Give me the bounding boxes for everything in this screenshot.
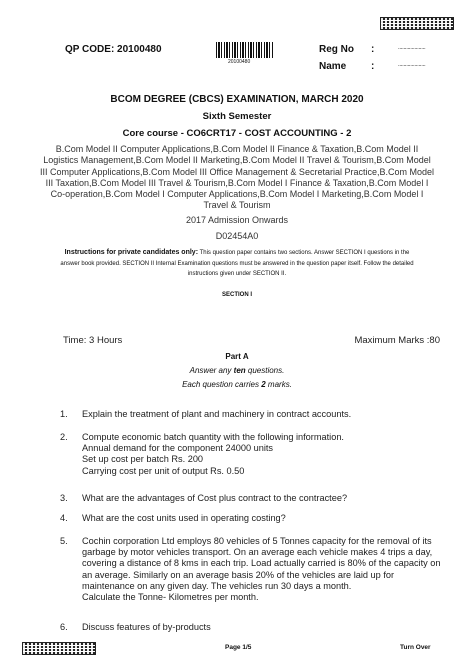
time-allowed: Time: 3 Hours bbox=[63, 335, 123, 346]
qp-code: QP CODE: 20100480 bbox=[65, 44, 162, 55]
programme-line: Co-operation,B.Com Model I Computer Applications,B.Com Model I Marketing,B.Com Model I bbox=[50, 189, 424, 200]
marks-instruction: Each question carries 2 marks. bbox=[182, 380, 292, 389]
question-number: 2. bbox=[60, 432, 68, 442]
semester: Sixth Semester bbox=[202, 111, 272, 122]
admission-text: 2017 Admission Onwards bbox=[185, 215, 289, 225]
question-number: 1. bbox=[60, 409, 68, 419]
programme-line: Travel & Tourism bbox=[203, 200, 271, 211]
question-line: What are the advantages of Cost plus contract to the contractee? bbox=[82, 493, 348, 503]
instructions-line-2: answer book provided. SECTION II Internal Examination questions must be answered in the question paper itself. Follow the detailed bbox=[60, 260, 414, 267]
question-line: Discuss features of by-products bbox=[82, 622, 211, 632]
instructions-lead: Instructions for private candidates only: bbox=[64, 249, 199, 256]
reg-no-colon: : bbox=[371, 44, 375, 55]
reg-no-field[interactable]: .................... bbox=[398, 45, 426, 51]
question-line: maintenance on any given day. The vehicles run 30 days a month. bbox=[82, 580, 352, 591]
name-colon: : bbox=[371, 61, 375, 72]
turn-over: Turn Over bbox=[400, 644, 431, 651]
question-6 bbox=[82, 622, 442, 633]
paper-code: D02454A0 bbox=[215, 231, 259, 241]
qr-code-top bbox=[380, 17, 454, 30]
name-field[interactable]: .................... bbox=[398, 62, 426, 68]
answer-instruction: Answer any ten questions. bbox=[189, 366, 285, 375]
question-line: covering a distance of 8 kms in each trip. Load actually carried is 80% of the capacity on bbox=[82, 558, 441, 569]
barcode bbox=[216, 42, 273, 58]
maximum-marks: Maximum Marks :80 bbox=[354, 335, 440, 346]
question-line: Annual demand for the component 24000 units bbox=[82, 443, 274, 454]
programme-line: Logistics Management,B.Com Model II Marketing,B.Com Model II Travel & Tourism,B.Com Model bbox=[43, 155, 431, 166]
question-line: Calculate the Tonne- Kilometres per month. bbox=[82, 592, 259, 603]
course-title: Core course - CO6CRT17 - COST ACCOUNTING - 2 bbox=[122, 128, 352, 139]
programme-line: III Taxation,B.Com Model III Travel & Tourism,B.Com Model I Finance & Taxation,B.Com Model I bbox=[45, 177, 429, 188]
question-number: 3. bbox=[60, 493, 68, 503]
question-number: 4. bbox=[60, 513, 68, 523]
section-heading: SECTION I bbox=[221, 292, 252, 298]
question-line: Compute economic batch quantity with the following information. bbox=[82, 432, 344, 442]
question-1 bbox=[82, 409, 442, 420]
programme-line: B.Com Model II Computer Applications,B.Com Model II Finance & Taxation,B.Com Model II bbox=[55, 144, 419, 154]
barcode-number: 20100480 bbox=[228, 59, 251, 65]
instructions-line-1: Instructions for private candidates only: This question paper contains two sections. Answer SECTION I questions in the bbox=[64, 249, 410, 256]
name-label: Name bbox=[319, 61, 347, 72]
question-line: Carrying cost per unit of output Rs. 0.50 bbox=[82, 465, 245, 476]
instructions-line-3: instructions given under SECTION II. bbox=[187, 271, 287, 277]
question-line: Explain the treatment of plant and machinery in contract accounts. bbox=[82, 409, 352, 419]
programme-line: III Computer Applications,B.Com Model III Office Management & Secretarial Practice,B.Com Model bbox=[39, 166, 434, 177]
qr-code-bottom bbox=[22, 642, 96, 655]
question-line: Cochin corporation Ltd employs 80 vehicles of 5 Tonnes capacity for the removal of its bbox=[82, 536, 432, 546]
question-line: Set up cost per batch Rs. 200 bbox=[82, 454, 204, 465]
question-2 bbox=[82, 432, 442, 477]
exam-title: BCOM DEGREE (CBCS) EXAMINATION, MARCH 2020 bbox=[110, 94, 364, 105]
question-4 bbox=[82, 513, 442, 524]
question-5 bbox=[82, 536, 442, 603]
question-line: an average. Similarly on an average basis 20% of the vehicles are laid up for bbox=[82, 569, 395, 580]
question-number: 5. bbox=[60, 536, 68, 546]
instructions bbox=[0, 248, 474, 280]
question-number: 6. bbox=[60, 622, 68, 632]
page-number: Page 1/5 bbox=[225, 644, 252, 651]
question-line: garbage by motor vehicles transport. On an average each vehicle makes 4 trips a day, bbox=[82, 547, 433, 558]
question-3 bbox=[82, 493, 442, 504]
part-title: Part A bbox=[225, 352, 249, 361]
question-line: What are the cost units used in operating costing? bbox=[82, 513, 286, 523]
reg-no-label: Reg No bbox=[319, 44, 354, 55]
programme-list bbox=[0, 144, 474, 212]
